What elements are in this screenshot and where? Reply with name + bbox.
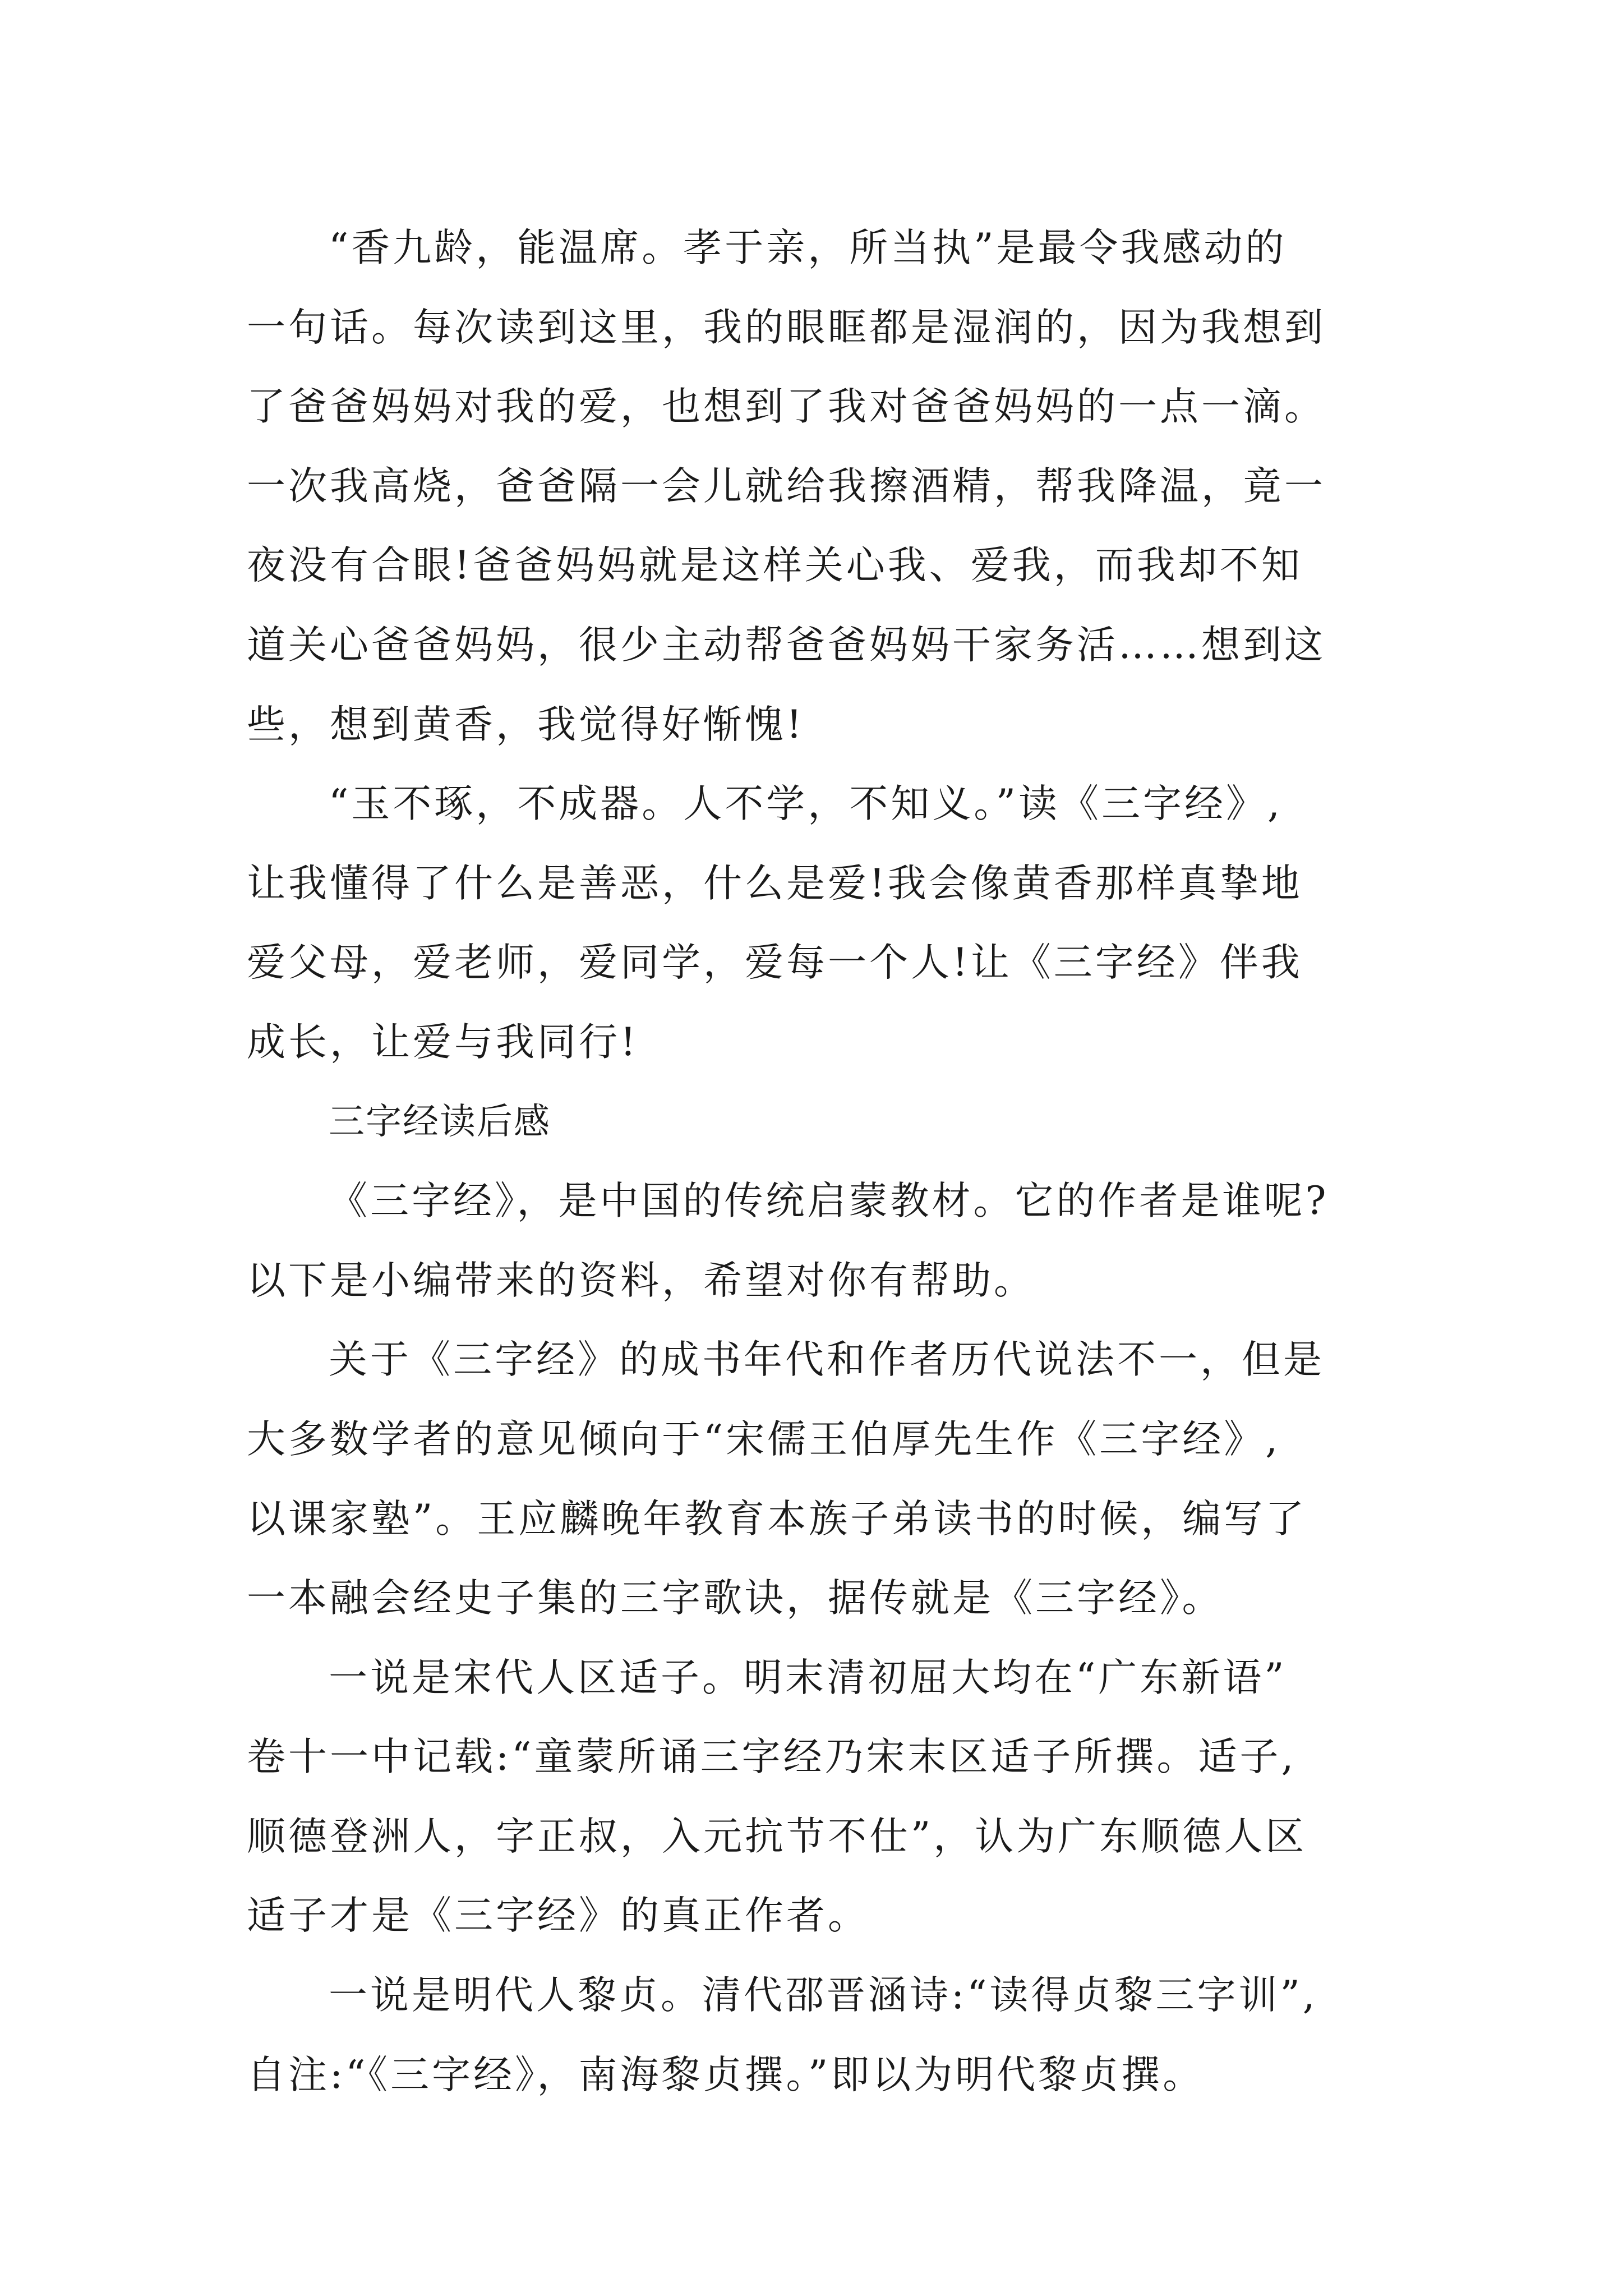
paragraph-line: 适子才是《三字经》的真正作者。 (247, 1893, 869, 1939)
paragraph-line: 一说是宋代人区适子。明末清初屈大均在“广东新语” (329, 1655, 1287, 1700)
paragraph-line: “玉不琢，不成器。人不学，不知义。”读《三字经》, (329, 781, 1283, 827)
document-body (247, 209, 1424, 2115)
paragraph-line: 一句话。每次读到这里，我的眼眶都是湿润的，因为我想到 (247, 305, 1326, 350)
paragraph-line: 大多数学者的意见倾向于“宋儒王伯厚先生作《三字经》, (247, 1416, 1281, 1462)
paragraph-line: 了爸爸妈妈对我的爱，也想到了我对爸爸妈妈的一点一滴。 (247, 384, 1326, 430)
paragraph-line: 以下是小编带来的资料，希望对你有帮助。 (247, 1258, 1035, 1303)
paragraph-line: 以课家塾”。王应麟晚年教育本族子弟读书的时候，编写了 (247, 1496, 1307, 1542)
paragraph-line: 卷十一中记载:“童蒙所诵三字经乃宋末区适子所撰。适子, (247, 1734, 1297, 1780)
paragraph-line: “香九龄，能温席。孝于亲，所当执”是最令我感动的 (329, 226, 1287, 270)
paragraph-line: 关于《三字经》的成书年代和作者历代说法不一，但是 (329, 1337, 1325, 1383)
paragraph-line: 让我懂得了什么是善恶，什么是爱!我会像黄香那样真挚地 (247, 861, 1303, 906)
paragraph-line: 一次我高烧，爸爸隔一会儿就给我擦酒精，帮我降温，竟一 (247, 463, 1326, 509)
paragraph-line: 顺德登洲人，字正叔，入元抗节不仕”，认为广东顺德人区 (247, 1814, 1307, 1859)
paragraph-line: 成长，让爱与我同行! (247, 1019, 639, 1065)
paragraph-line: 道关心爸爸妈妈，很少主动帮爸爸妈妈干家务活……想到这 (247, 622, 1326, 668)
paragraph-line: 自注:“《三字经》，南海黎贞撰。”即以为明代黎贞撰。 (247, 2052, 1205, 2097)
paragraph-line: 《三字经》，是中国的传统启蒙教材。它的作者是谁呢? (329, 1179, 1329, 1224)
paragraph-line: 一说是明代人黎贞。清代邵晋涵诗:“读得贞黎三字训”, (329, 1973, 1318, 2018)
paragraph-line: 爱父母，爱老师，爱同学，爱每一个人!让《三字经》伴我 (247, 940, 1303, 986)
paragraph-line: 夜没有合眼!爸爸妈妈就是这样关心我、爱我，而我却不知 (247, 543, 1303, 588)
section-title: 三字经读后感 (329, 1101, 551, 1143)
paragraph-line: 一本融会经史子集的三字歌诀，据传就是《三字经》。 (247, 1576, 1224, 1621)
paragraph-line: 些，想到黄香，我觉得好惭愧! (247, 702, 805, 747)
